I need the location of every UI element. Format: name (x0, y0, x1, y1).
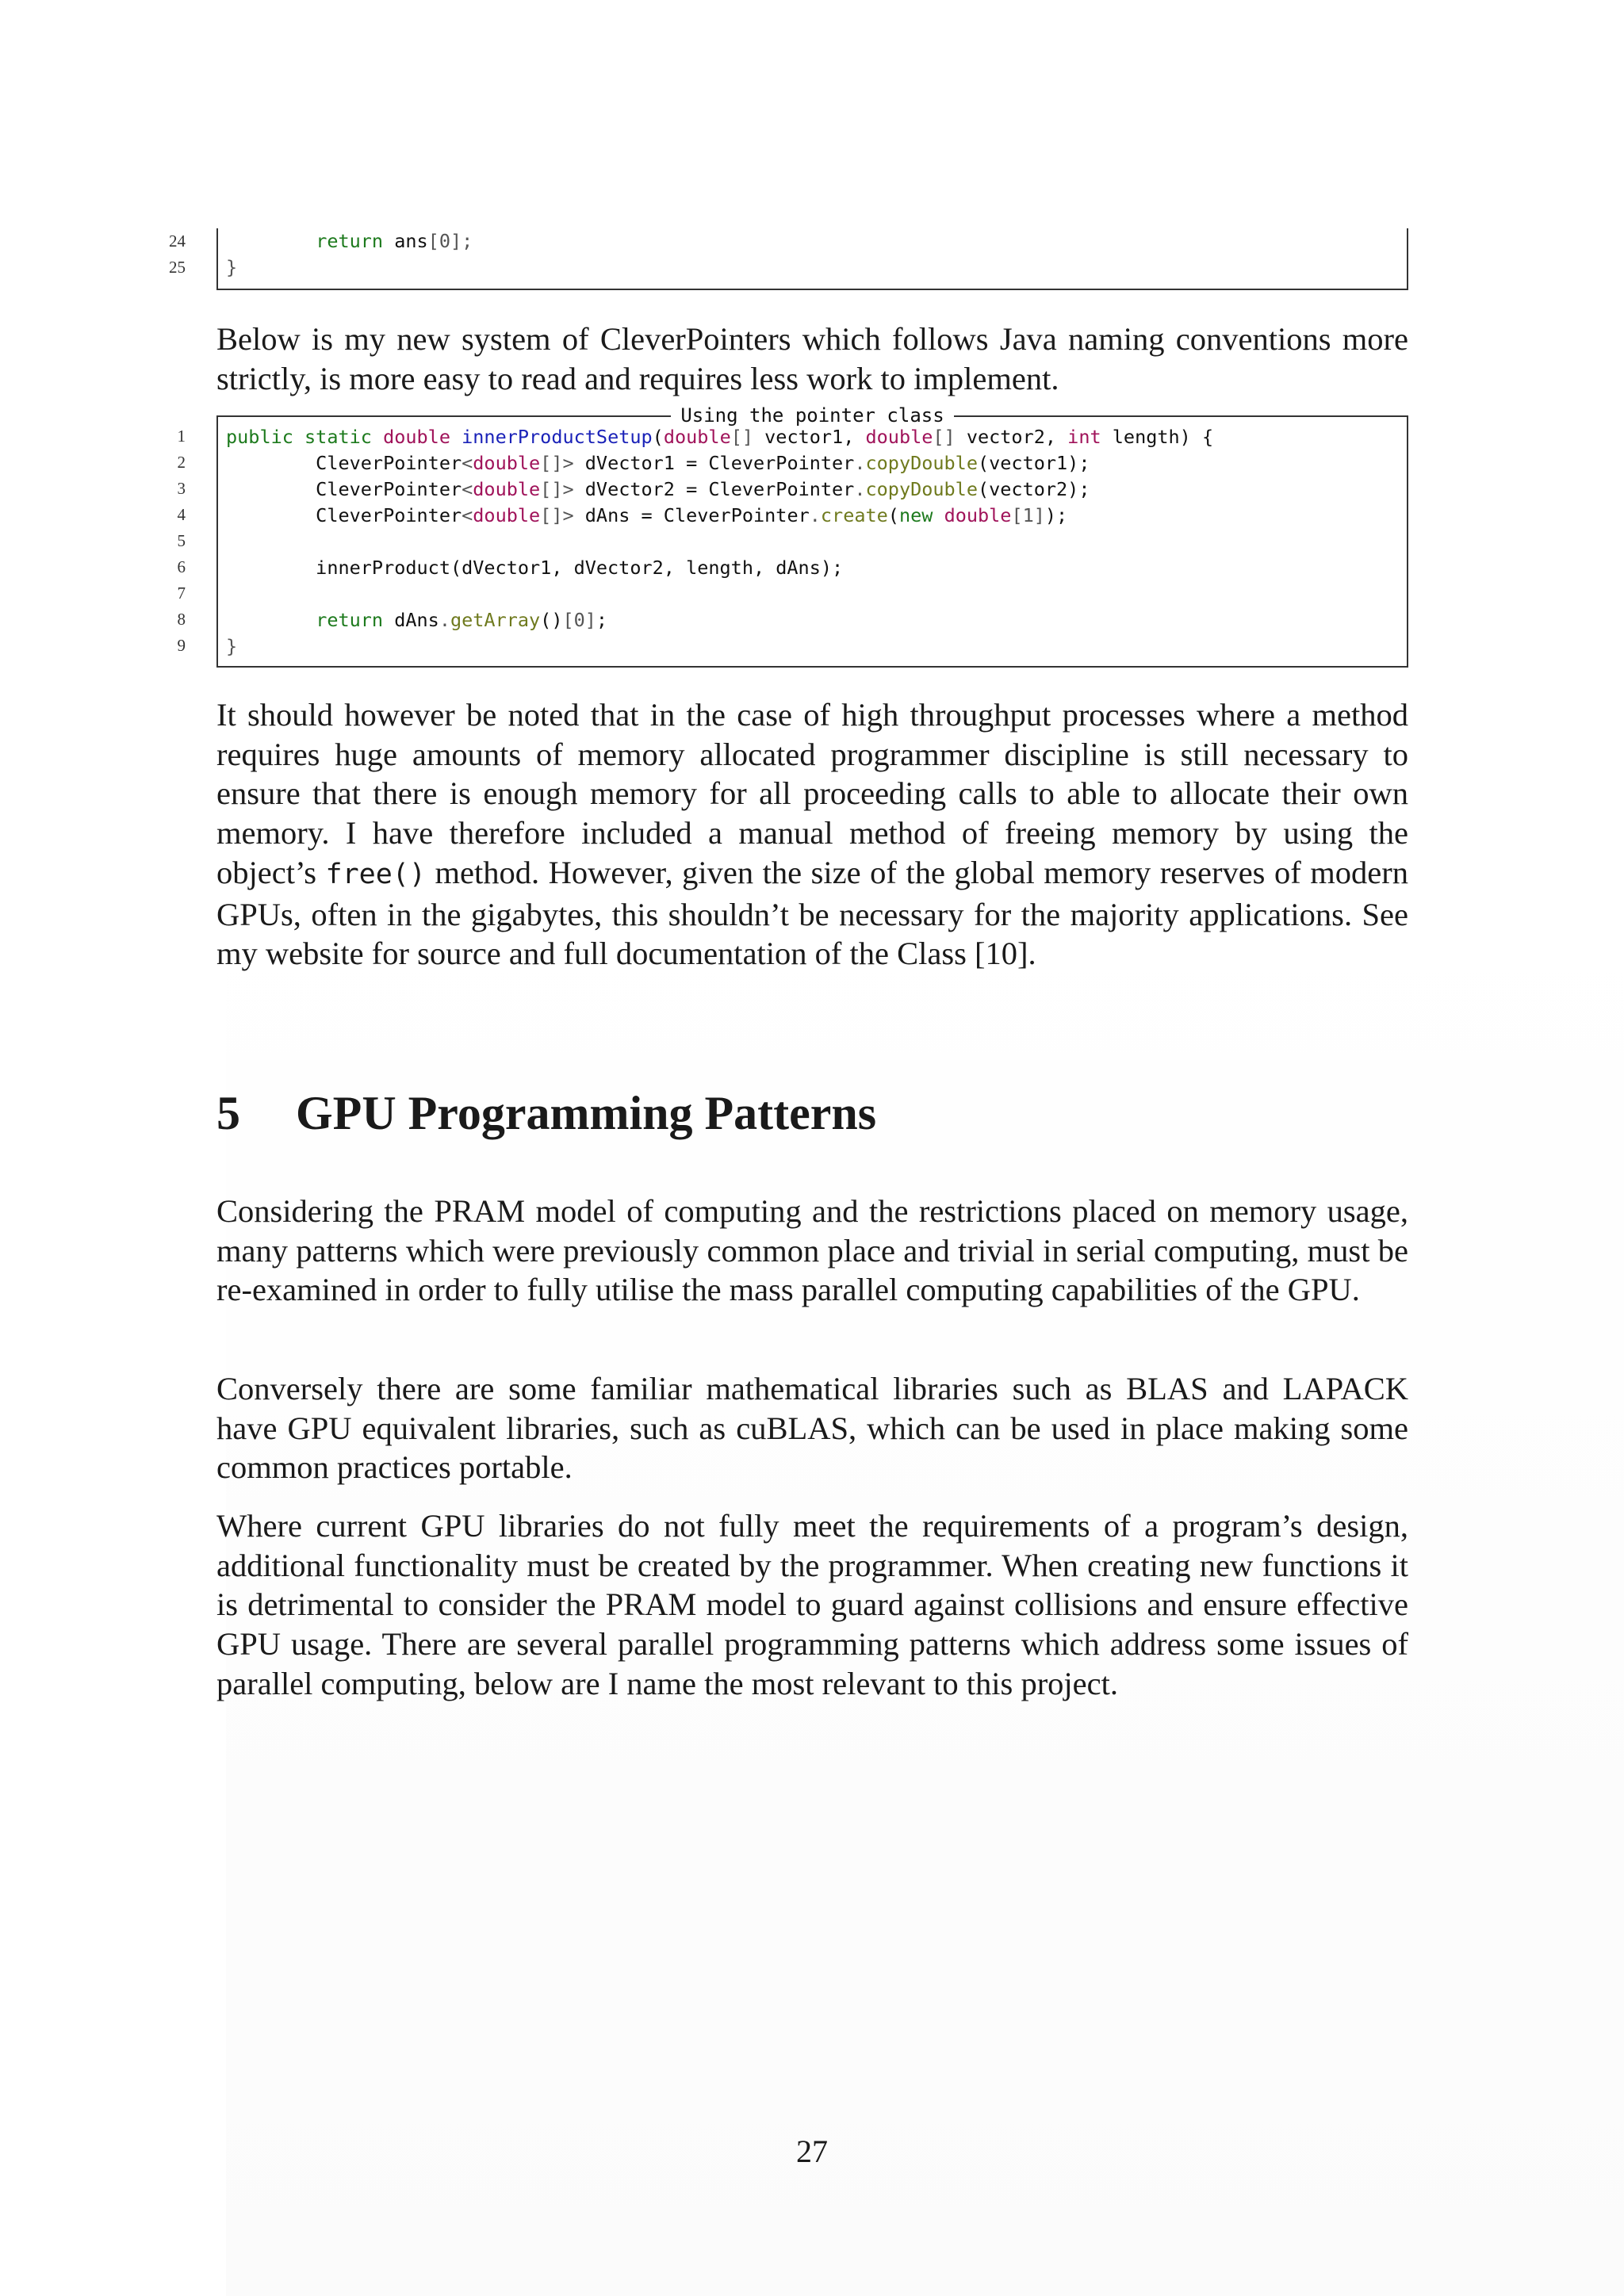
code-line: return ans[0]; (316, 230, 473, 252)
line-number: 4 (177, 505, 186, 524)
code-line: } (226, 635, 238, 657)
line-number: 2 (177, 453, 186, 472)
line-number: 24 (169, 232, 186, 251)
line-number: 5 (177, 531, 186, 550)
line-number: 7 (177, 584, 186, 603)
line-number: 25 (169, 258, 186, 277)
line-number: 3 (177, 479, 186, 498)
paragraph-pram: Considering the PRAM model of computing and the restrictions placed on memory usage, many patterns which were previously common place and trivial in serial computing, must be re-examined in order to fully utilise the mass parallel computing capabilities of the GPU. (216, 1193, 1408, 1308)
code-frame (216, 404, 1408, 668)
inline-code: free() (325, 858, 426, 890)
code-line: } (226, 256, 238, 278)
code-line: CleverPointer<double[]> dAns = CleverPointer.create(new double[1]); (226, 504, 1068, 526)
code-line: return dAns.getArray()[0]; (316, 609, 608, 631)
paragraph-libraries: Conversely there are some familiar mathematical libraries such as BLAS and LAPACK have GPU equivalent libraries, such as cuBLAS, which can be used in place making some common practices portable. (216, 1371, 1408, 1486)
section-heading: 5 GPU Programming Patterns (216, 1087, 877, 1139)
code-line: CleverPointer<double[]> dVector2 = CleverPointer.copyDouble(vector2); (226, 478, 1090, 500)
line-number: 1 (177, 427, 186, 446)
line-number: 9 (177, 636, 186, 655)
page-number: 27 (796, 2133, 828, 2169)
line-number: 6 (177, 557, 186, 576)
line-number: 8 (177, 610, 186, 629)
code-line: CleverPointer<double[]> dVector1 = CleverPointer.copyDouble(vector1); (226, 452, 1090, 474)
paragraph-patterns: Where current GPU libraries do not fully meet the requirements of a program’s design, additional functionality must be created by the programmer. When creating new functions it is detrimental to consider the PRAM model to guard against collisions and ensure effective GPU usage. There are several parallel programming patterns which address some issues of parallel computing, below are I name the most relevant to this project. (216, 1508, 1408, 1701)
code-line: public static double innerProductSetup(double[] vector1, double[] vector2, int length) { (226, 426, 1214, 448)
listing-caption: Using the pointer class (218, 404, 1407, 427)
code-frame (216, 228, 1408, 290)
paragraph-intro: Below is my new system of CleverPointers which follows Java naming conventions more strictly, is more easy to read and requires less work to implement. (216, 321, 1408, 396)
code-line: innerProduct(dVector1, dVector2, length, dAns); (226, 557, 844, 579)
paragraph-memory: It should however be noted that in the case of high throughput processes where a method requires huge amounts of memory allocated programmer discipline is still necessary to ensure that there is enough memory for all proceeding calls to able to allocate their own memory. I have therefore included a manual method of freeing memory by using the object’s free() method. However, given the size of the global memory reserves of modern GPUs, often in the gigabytes, this shouldn’t be necessary for the majority applications. See my website for source and full documentation of the Class [10]. (216, 697, 1408, 972)
